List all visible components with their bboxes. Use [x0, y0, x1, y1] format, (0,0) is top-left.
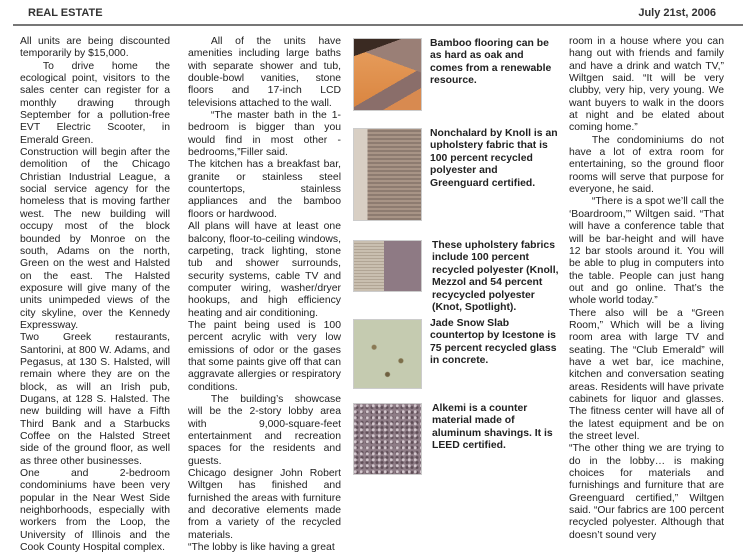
- article-paragraph: The condominiums do not have a lot of extra room for entertaining, so the ground floor rooms will serve that purpose for everyone, he said.: [569, 134, 724, 196]
- article-paragraph: The paint being used is 100 percent acrylic with very low emissions of odor or the gases that some paints give off that can aggravate allergies or respiratory conditions.: [188, 319, 341, 393]
- article-paragraph: There also will be a “Green Room,” Which will be a living room area with large TV and seating. The “Club Emerald” will have a wet bar, ice machine, kitchen and conversation seating areas. Residents will have private cabinets for liquor and glasses. The fitness center will have all of the latest equipment and be on the street level.: [569, 307, 724, 442]
- article-paragraph: All units are being discounted temporarily by $15,000.: [20, 36, 170, 60]
- article-column-3: [569, 36, 724, 542]
- article-column-1: [20, 36, 170, 554]
- article-paragraph: All plans will have at least one balcony, floor-to-ceiling windows, carpeting, track lighting, stone tub and shower surrounds, security systems, cable TV and computer wiring, washer/dryer hookups, and high efficiency heating and air conditioning.: [188, 221, 341, 319]
- article-paragraph: “The lobby is like having a great: [188, 542, 335, 554]
- article-paragraph: One and 2-bedroom condominiums have been very popular in the Near West Side neighborhoods, especially with workers from the Loop, the University of Illinois and the Cook County Hospital complex.: [20, 468, 170, 554]
- photo-caption: Jade Snow Slab countertop by Icestone is 75 percent recycled glass in concrete.: [430, 318, 557, 367]
- article-paragraph: Chicago designer John Robert Wiltgen has finished and furnished the areas with furniture and decorative elements made from a variety of the recycled materials.: [188, 468, 341, 541]
- photo-caption: Bamboo flooring can be as hard as oak and comes from a renewable resource.: [430, 38, 552, 87]
- photo-caption: These upholstery fabrics include 100 percent recycled polyester (Knoll, Mezzol and 54 percent recycycled polyester (Knot, Spotlight).: [432, 240, 559, 314]
- article-paragraph: room in a house where you can hang out with friends and family and have a drink and watch TV,” Wiltgen said. “It will be very clubby, very hip, very young. We want buyers to walk in the doors at night and be elated about coming home.”: [569, 36, 724, 134]
- article-column-2: [188, 36, 341, 554]
- jade-snow-slab-photo: [353, 319, 422, 389]
- article-paragraph: “There is a spot we’ll call the ‘Boardroom,’” Wiltgen said. “That will have a conference table that will be bar-height and will have 12 bar stools around it. You will be able to plug in computers into the table. People can just hang out and go online. That’s the whole world today.”: [569, 196, 724, 307]
- article-paragraph: “The other thing we are trying to do in the lobby… is making choices for materials and furnishings and furniture that are Greenguard certified,” Wiltgen said. “Our fabrics are 100 percent recycled polyester. Although that doesn’t sound very: [569, 443, 724, 541]
- header-rule: [13, 24, 743, 26]
- upholstery-fabrics-photo: [353, 240, 422, 292]
- bamboo-flooring-photo: [353, 38, 422, 111]
- photo-caption: Nonchalard by Knoll is an upholstery fabric that is 100 percent recycled polyester and Greenguard certified.: [430, 128, 558, 189]
- article-paragraph: “The master bath in the 1-bedroom is bigger than you would find in most other -bedrooms,”Filler said.: [188, 110, 341, 159]
- photo-caption: Alkemi is a counter material made of aluminum shavings. It is LEED certified.: [432, 403, 553, 452]
- article-paragraph: Construction will begin after the demolition of the Chicago Christian Industrial League, a social service agency for the homeless that is moving farther west. The new building will occupy most of the block bounded by Monroe on the south, Adams on the north, Green on the west and Halsted on the east. The Halsted exposure will give many of the units unimpeded views of the city skyline, over the Kennedy Expressway.: [20, 147, 170, 331]
- issue-date: July 21st, 2006: [638, 7, 716, 19]
- nonchalard-fabric-photo: [353, 128, 422, 221]
- article-paragraph: All of the units have amenities including large baths with separate shower and tub, double-bowl vanities, stone floors and 17-inch LCD televisions attached to the wall.: [188, 36, 341, 109]
- article-paragraph: The building’s showcase will be the 2-story lobby area with 9,000-square-feet entertainment and recreation spaces for the residents and guests.: [188, 393, 341, 467]
- article-paragraph: The kitchen has a breakfast bar, granite or stainless steel countertops, stainless appliances and the bamboo floors or hardwood.: [188, 159, 341, 220]
- article-paragraph: To drive home the ecological point, visitors to the sales center can register for a monthly drawing through September for a pollution-free EVT Electric Scooter, in Emerald Green.: [20, 60, 170, 146]
- alkemi-sample-photo: [353, 403, 422, 475]
- section-title: REAL ESTATE: [28, 7, 103, 19]
- article-paragraph: Two Greek restaurants, Santorini, at 800 W. Adams, and Pegasus, at 130 S. Halsted, will remain where they are on the block, as will an Irish pub, Dugans, at 128 S. Halsted. The new building will have a Fifth Third Bank and a Starbucks Coffee on the Halsted Street side of the ground floor, as well as three other businesses.: [20, 332, 170, 467]
